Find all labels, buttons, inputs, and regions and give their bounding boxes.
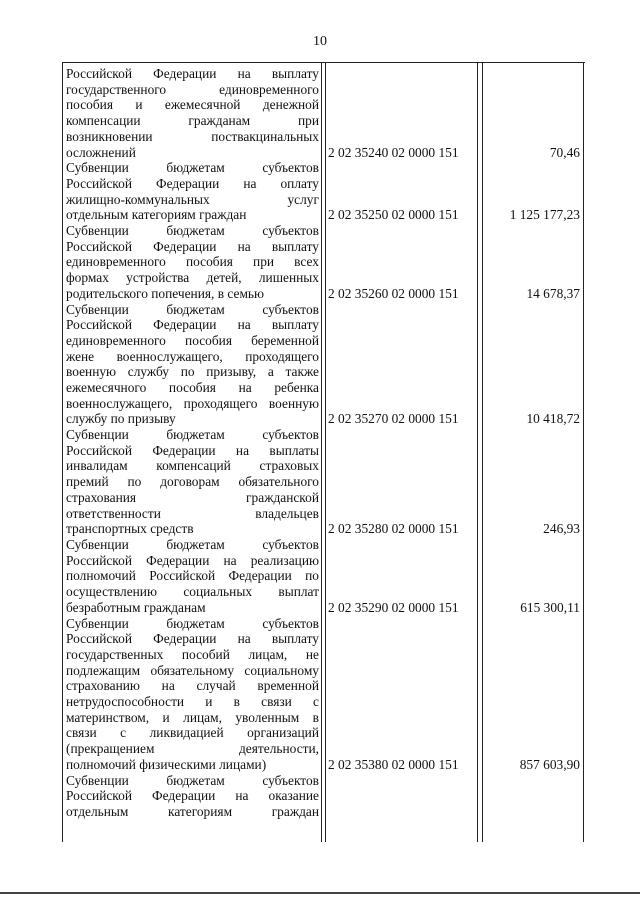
description-line: государственного единовременного [66,81,319,97]
description-line: Российской Федерации на выплату [66,238,319,254]
description-line: полномочий Российской Федерации по [66,568,319,584]
description-line: единовременного пособия при всех [66,254,319,270]
budget-code: 2 02 35240 02 0000 151 [328,144,459,160]
column-divider [482,62,483,842]
amount-value: 10 418,72 [526,411,580,427]
description-line: Субвенции бюджетам субъектов [66,537,319,552]
description-line: инвалидам компенсаций страховых [66,458,319,474]
description-line: жене военнослужащего, проходящего [66,348,319,364]
description-line: отдельным категориям граждан [66,207,247,223]
description-line: пособия и ежемесячной денежной [66,97,319,113]
description-line: полномочий физическими лицами) [66,756,267,772]
description-line: Российской Федерации на оказание [66,788,319,804]
bottom-rule [0,892,640,894]
description-line: Российской Федерации на выплату [66,631,319,647]
description-line: страхования гражданской [66,489,319,505]
amount-value: 1 125 177,23 [509,207,580,223]
description-line: возникновении поствакцинальных [66,128,319,144]
description-line: государственных пособий лицам, не [66,646,319,662]
description-line: Российской Федерации на оплату [66,175,319,191]
column-divider [477,62,478,842]
description-line: страхованию на случай временной [66,678,319,694]
budget-code: 2 02 35270 02 0000 151 [328,411,459,427]
description-line: подлежащим обязательному социальному [66,662,319,678]
budget-code: 2 02 35290 02 0000 151 [328,599,459,615]
description-line: Субвенции бюджетам субъектов [66,223,319,238]
description-line: связи с ликвидацией организаций [66,725,319,741]
column-divider [321,62,322,842]
amount-value: 246,93 [543,521,580,537]
amount-value: 14 678,37 [526,285,580,301]
description-line: нетрудоспособности и в связи с [66,694,319,709]
description-line: военнослужащего, проходящего военную [66,395,319,411]
description-line: транспортных средств [66,521,194,537]
budget-code: 2 02 35260 02 0000 151 [328,285,459,301]
description-line: Субвенции бюджетам субъектов [66,301,319,317]
table-border-left [62,62,63,842]
amount-value: 857 603,90 [519,756,580,772]
description-line: службу по призыву [66,411,176,427]
description-line: осуществлению социальных выплат [66,584,319,600]
description-line: осложнений [66,144,136,160]
description-line: Российской Федерации на выплату [66,317,319,333]
description-line: родительского попечения, в семью [66,285,265,301]
description-line: Субвенции бюджетам субъектов [66,427,319,443]
amount-value: 615 300,11 [520,599,580,615]
description-line: (прекращением деятельности, [66,741,319,757]
description-line: единовременного пособия беременной [66,332,319,348]
page-number: 10 [313,34,327,49]
table-border-right [583,62,584,842]
description-line: премий по договорам обязательного [66,474,319,490]
table-top-border [62,62,585,63]
description-line: Российской Федерации на выплату [66,66,319,81]
description-line: Субвенции бюджетам субъектов [66,615,319,631]
budget-code: 2 02 35250 02 0000 151 [328,207,459,223]
description-line: формах устройства детей, лишенных [66,270,319,286]
column-divider [325,62,326,842]
description-line: Российской Федерации на реализацию [66,552,319,568]
description-line: Субвенции бюджетам субъектов [66,772,319,788]
description-line: военную службу по призыву, а также [66,364,319,380]
budget-table [62,62,585,842]
description-line: Субвенции бюджетам субъектов [66,160,319,176]
description-line: материнством, и лицам, уволенным в [66,709,319,725]
description-line: Российской Федерации на выплаты [66,442,319,458]
description-line: компенсации гражданам при [66,113,319,129]
description-line: ответственности владельцев [66,505,319,521]
budget-code: 2 02 35280 02 0000 151 [328,521,459,537]
description-line: жилищно-коммунальных услуг [66,191,319,207]
description-line: ежемесячного пособия на ребенка [66,380,319,395]
description-line: безработным гражданам [66,599,206,615]
description-line: отдельным категориям граждан [66,803,319,819]
budget-code: 2 02 35380 02 0000 151 [328,756,459,772]
amount-value: 70,46 [549,144,580,160]
